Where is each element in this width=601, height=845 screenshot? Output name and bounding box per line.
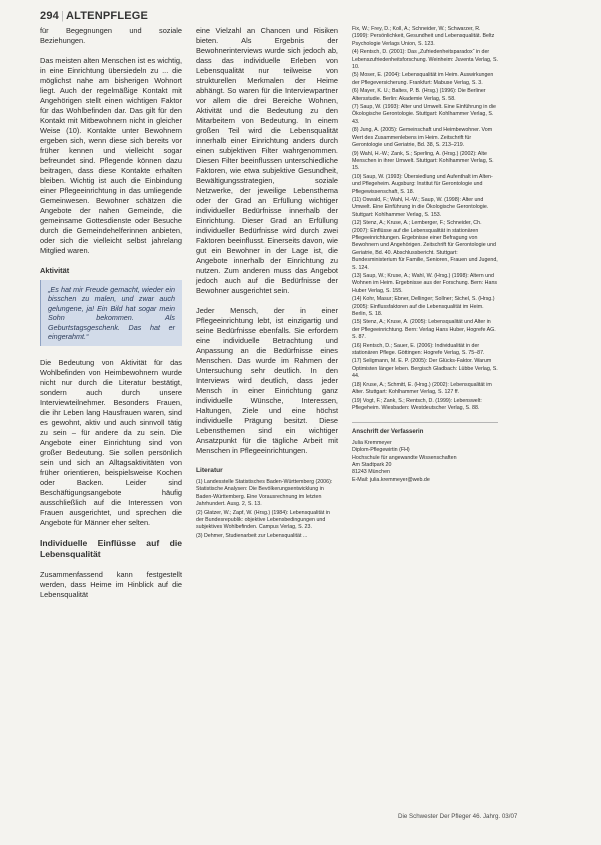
page-number: 294 xyxy=(40,10,59,22)
literature-item: (4) Rentsch, D. (2001): Das „Zufriedenheitsparadox“ in der Lebenszufriedenheitsforschung. Weinheim: Juventa Verlag, S. 10. xyxy=(352,49,498,71)
subheading: Individuelle Einflüsse auf die Lebensqualität xyxy=(40,538,182,560)
column-1 xyxy=(40,26,182,610)
literature-item: (9) Wahl, H.-W.; Zank, S.; Sperling, A. (Hrsg.) (2002): Alte Menschen in ihrer Umwelt. Stuttgart: Kohlhammer Verlag, S. 15. xyxy=(352,150,494,172)
paragraph: Zusammenfassend kann festgestellt werden, dass Heime im Hinblick auf die Lebensqualität xyxy=(40,570,182,600)
paragraph: Jeder Mensch, der in einer Pflegeeinrichtung lebt, ist einzigartig und seine Bedürfnisse ebenfalls. Sie erfordern eine individuelle Betrachtung und Anpassung an die Bedürfnisse eines Menschen. Das wurde im Rahmen der Untersuchung sehr deutlich. In den Interviews wird deutlich, dass jeder Mensch in einer Einrichtung ganz individuelle Wünsche, Interessen, Haltungen, Ziele und eine höchst individuelle Prägung besitzt. Diese Lebensthemen sind ein wichtiger Ansatzpunkt für die tägliche Arbeit mit Menschen in Pflegeeinrichtungen. xyxy=(196,306,338,455)
divider xyxy=(352,422,498,423)
literature-item: (1) Landesstelle Statistisches Baden-Württemberg (2006): Statistische Analysen: Die Bevölkerungsentwicklung in Baden-Württemberg. Eine Vorausrechnung im letzten Jahrhundert. Ausg. 2, S. 13. xyxy=(196,479,333,508)
column-2 xyxy=(196,26,338,541)
literature-item: (8) Jung, A. (2005): Gemeinschaft und Heimbewohner. Vom Wert des Zusammenlebens im Heim. Zeitschrift für Gerontologie und Geriatrie, Bd. 38, S. 213–219. xyxy=(352,127,493,149)
quote-heading: Aktivität xyxy=(40,266,70,275)
paragraph: Das meisten alten Menschen ist es wichtig, in eine Einrichtung übersiedeln zu ... die möglichst nahe am bisherigen Wohnort liegt. Auch der regelmäßige Kontakt mit Angehörigen stellt einen wichtigen Faktor für das Wohlbefinden dar. Das gilt für den Kontakt mit Mitbewohnern nicht in gleicher Weise (10). Kontakte unter Bewohnern ergeben sich, wenn diese sich bereits vor früher kennen und vielleicht sogar befreundet sind. Pflegende können dazu beitragen, dass diese Kontakte erhalten bleiben. Wichtig ist auch die Einbindung einer Pflegeeinrichtung in das umliegende Gemeinwesen. Bewohner schätzen die Angebote der nahen Gemeinde, die gemeinsame Gottesdienste oder Besuche durch die Gemeindehelferinnen anbieten, oder sich die vielleicht selbst jahrelang Mitglied waren. xyxy=(40,56,182,255)
literature-heading: Literatur xyxy=(196,467,223,474)
author-email: E-Mail: julia.kremmeyer@web.de xyxy=(352,476,430,483)
page-header xyxy=(40,10,148,22)
literature-item: (11) Oswald, F.; Wahl, H.-W.; Saup, W. (1998): Alter und Umwelt. Eine Einführung in die Ökologische Gerontologie. Stuttgart: Kohlhammer Verlag, S. 153. xyxy=(352,196,489,218)
literature-item: Fix, W.; Frey, D.; Koll, A.; Schneider, W.; Schwarzer, R. (1999): Persönlichkeit, Gesundheit und Lebensqualität. Beltz Psychologie Verlags Union, S. 123. xyxy=(352,26,495,47)
literature-item: (13) Saup, W.; Kruse, A.; Wahl, W. (Hrsg.) (1998): Altern und Wohnen im Heim. Ergebnisse aus der Forschung. Bern: Hans Huber Verlag, S. 155. xyxy=(352,273,498,294)
literature-item: (10) Saup, W. (1993): Übersiedlung und Aufenthalt im Alten- und Pflegeheim. Augsburg: Institut für Gerontologie und Pflegewissenschaft, S. 18. xyxy=(352,173,493,195)
paragraph: eine Vielzahl an Chancen und Risiken bieten. Als Ergebnis der Bewohnerinterviews wurde sich jedoch ab, dass das individuelle Erleben von Lebensqualität nur teilweise von strukturellen Merkmalen der Heime abhängt. So waren für die Interviewpartner vor allem die drei Bereiche Wohnen, Aktivität und die Bedeutung zu den Mitarbeitern von Bedeutung. In einem großen Teil wird die Lebensqualität innerhalb einer Einrichtung anders durch einen subjektiven Filter wahrgenommen. Diesen Filter beeinflussen unterschiedliche Faktoren, wie etwa subjektive Gesundheit, Bewältigungsstrategien, soziale Netzwerke, der jeweilige Lebensthema oder der Grad an Erfüllung wichtiger individueller Bedürfnisse innerhalb der Einrichtung. Dieser Grad an Erfüllung individueller Bedürfnisse wird durch zwei Faktoren beeinflusst. Einerseits davon, wie gut ein Bewohner in der Lage ist, die Angebote innerhalb der Einrichtung zu nutzen. Zum anderen muss das Angebot jedoch auch auf die Bedürfnisse der Bewohner ausgerichtet sein. xyxy=(196,26,338,295)
author-line: Diplom-Pflegewirtin (FH) xyxy=(352,447,410,454)
header-separator: | xyxy=(60,10,65,22)
literature-item: (6) Mayer, K. U.; Baltes, P. B. (Hrsg.) (1996): Die Berliner Altersstudie. Berlin: Akademie Verlag, S. 58. xyxy=(352,88,486,102)
literature-item: (12) Stenz, A.; Kruse, A.; Lemberger, F.; Schneider, Ch. (2007): Einflüsse auf die Lebensqualität in stationären Pflegeeinrichtungen. Ergebnisse einer Befragung von Bewohnern und Angehörigen. Zeitschrift für Gerontologie und Geriatrie, Bd. 40. Abschlussbericht. Stuttgart: Bundesministerium für Familie, Senioren, Frauen und Jugend, S. 124. xyxy=(352,220,498,271)
literature-item: (3) Dehmer, Studienarbeit zur Lebensqualität ... xyxy=(196,532,308,539)
quote-box: „Es hat mir Freude gemacht, wieder ein bisschen zu malen, und zwar auch gelungene, ja! Ein Bild hat sogar mein Sohn bekommen. Als Geburtstagsgeschenk. Das hat er eingerahmt.“ xyxy=(40,280,182,346)
paragraph: Die Bedeutung von Aktivität für das Wohlbefinden von Heimbewohnern wurde nicht nur durch die Literatur bestätigt, sondern auch durch unsere Interviewteilnehmer. Besonders Frauen, die ihr Leben lang Hausfrauen waren, sind es gewohnt, aktiv und auch sinnvoll tätig zu sein – für andere da zu sein. Die Angebote einer Einrichtung sind von großer Bedeutung. Sie sollen persönlich sein und sich an Alltagsaktivitäten von früher orientieren, beispielsweise Kochen oder Backen. Leider sind Beschäftigungsangebote häufig ausschließlich auf die Interessen von Frauen ausgerichtet, und sprechen die Angebote für Männer eher selten. xyxy=(40,358,182,528)
literature-item: (5) Moser, E. (2004): Lebensqualität im Heim. Auswirkungen der Pflegeversicherung. Frankfurt: Mabuse Verlag, S. 3. xyxy=(352,72,494,86)
literature-item: (15) Stenz, A.; Kruse, A. (2005): Lebensqualität und Alter in der Pflegeeinrichtung. Bern: Verlag Hans Huber, Hogrefe AG. S. 87. xyxy=(352,319,496,341)
literature-item: (16) Rentsch, D.; Sauer, E. (2006): Individualität in der stationären Pflege. Göttingen: Hogrefe Verlag, S. 75–87. xyxy=(352,342,485,357)
author-line: Am Stadtpark 20 xyxy=(352,461,392,468)
literature-item: (17) Seligmann, M. E. P. (2005): Der Glücks-Faktor. Warum Optimisten länger leben. Bergisch Gladbach: Lübbe Verlag, S. 44. xyxy=(352,358,498,380)
author-line: Hochschule für angewandte Wissenschaften xyxy=(352,454,457,461)
literature-item: (18) Kruse, A.; Schmitt, E. (Hrsg.) (2002): Lebensqualität im Alter. Stuttgart: Kohlhammer Verlag, S. 127 ff. xyxy=(352,381,492,396)
column-3 xyxy=(352,26,498,484)
paragraph: für Begegnungen und soziale Beziehungen. xyxy=(40,26,182,45)
literature-item: (19) Vogt, F.; Zank, S.; Rentsch, D. (1999): Lebenswelt: Pflegeheim. Wiesbaden: Westdeutscher Verlag, S. 88. xyxy=(352,397,482,411)
author-line: 81243 München xyxy=(352,469,390,476)
literature-item: (7) Saup, W. (1993): Alter und Umwelt. Eine Einführung in die Ökologische Gerontologie. Stuttgart: Kohlhammer Verlag, S. 43. xyxy=(352,104,496,125)
literature-item: (14) Kohr, Masur; Ebner, Dellinger; Sollner; Sichel, S. (Hrsg.) (2005): Einflussfaktoren auf die Lebensqualität im Heim. Berlin, S. 18. xyxy=(352,296,495,318)
author-heading: Anschrift der Verfasserin xyxy=(352,429,424,436)
section-title: ALTENPFLEGE xyxy=(66,10,149,22)
page-footer: Die Schwester Der Pfleger 46. Jahrg. 03/07 xyxy=(398,813,518,820)
author-line: Julia Kremmeyer xyxy=(352,439,392,446)
literature-item: (2) Glatzer, W.; Zapf, W. (Hrsg.) (1984): Lebensqualität in der Bundesrepublik: objektive Lebensbedingungen und subjektives Wohlbefinden. Campus Verlag, S. 23. xyxy=(196,509,330,531)
literature-list xyxy=(196,479,338,540)
